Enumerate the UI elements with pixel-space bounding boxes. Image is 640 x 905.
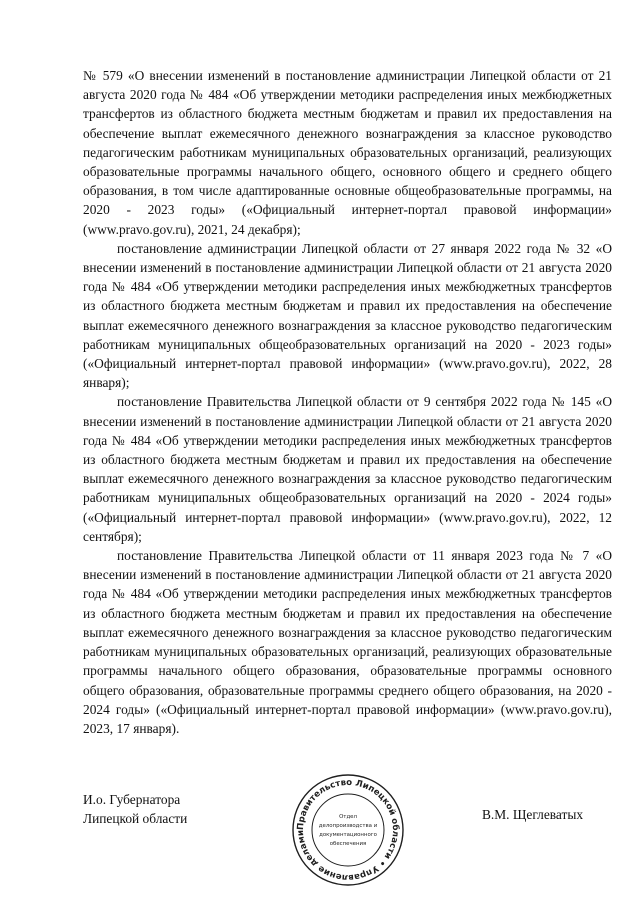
paragraph-1: № 579 «О внесении изменений в постановление администрации Липецкой области от 21 августа 2020 года № 484 «Об утверждении методики распределения иных межбюджетных трансфертов из областного бюджета местным бюджетам и правил их предоставления на обеспечение выплат ежемесячного денежного вознаграждения за классное руководство педагогическим работникам муниципальных образовательных организаций, реализующих образовательные программы начального общего, основного общего и среднего общего образования, в том числе адаптированные основные общеобразовательные программы, на 2020 - 2023 годы» («Официальный интернет-портал правовой информации» (www.pravo.gov.ru), 2021, 24 декабря); <box>83 68 612 237</box>
stamp-outer-ring <box>293 775 403 885</box>
stamp-center-line-2: делопроизводства и <box>318 823 378 829</box>
paragraph-4: постановление Правительства Липецкой области от 11 января 2023 года № 7 «О внесении изменений в постановление администрации Липецкой области от 21 августа 2020 года № 484 «Об утверждении методики распределения иных межбюджетных трансфертов из областного бюджета местным бюджетам и правил их предоставления на обеспечение выплат ежемесячного денежного вознаграждения за классное руководство педагогическим работникам муниципальных образовательных организаций, реализующих образовательные программы начального общего образования, образовательные программы основного общего образования, образовательные программы среднего общего образования, на 2020 - 2024 годы» («Официальный интернет-портал правовой информации» (www.pravo.gov.ru), 2023, 17 января). <box>83 548 612 736</box>
stamp-center-line-3: документационного <box>319 832 377 838</box>
stamp-center-line-1: Отдел <box>339 814 357 820</box>
stamp-inner-ring <box>312 794 384 866</box>
document-body <box>83 66 612 738</box>
signatory-position <box>83 790 187 828</box>
paragraph-3: постановление Правительства Липецкой области от 9 сентября 2022 года № 145 «О внесении изменений в постановление администрации Липецкой области от 21 августа 2020 года № 484 «Об утверждении методики распределения иных межбюджетных трансфертов из областного бюджета местным бюджетам и правил их предоставления на обеспечение выплат ежемесячного денежного вознаграждения за классное руководство педагогическим работникам муниципальных общеобразовательных организаций на 2020 - 2024 годы» («Официальный интернет-портал правовой информации» (www.pravo.gov.ru), 2022, 12 сентября); <box>83 394 612 544</box>
paragraph-2: постановление администрации Липецкой области от 27 января 2022 года № 32 «О внесении изменений в постановление администрации Липецкой области от 21 августа 2020 года № 484 «Об утверждении методики распределения иных межбюджетных трансфертов из областного бюджета местным бюджетам и правил их предоставления на обеспечение выплат ежемесячного денежного вознаграждения за классное руководство педагогическим работникам муниципальных общеобразовательных организаций на 2020 - 2023 годы» («Официальный интернет-портал правовой информации» (www.pravo.gov.ru), 2022, 28 января); <box>83 240 612 391</box>
official-stamp <box>290 772 406 888</box>
stamp-center-line-4: обеспечения <box>329 841 367 847</box>
signatory-position-line-1: И.о. Губернатора <box>83 792 181 807</box>
signatory-position-line-2: Липецкой области <box>83 811 188 827</box>
signatory-name: В.М. Щеглеватых <box>482 807 584 822</box>
stamp-outer-text-path: Правительство Липецкой области • Управление делами <box>295 777 401 883</box>
